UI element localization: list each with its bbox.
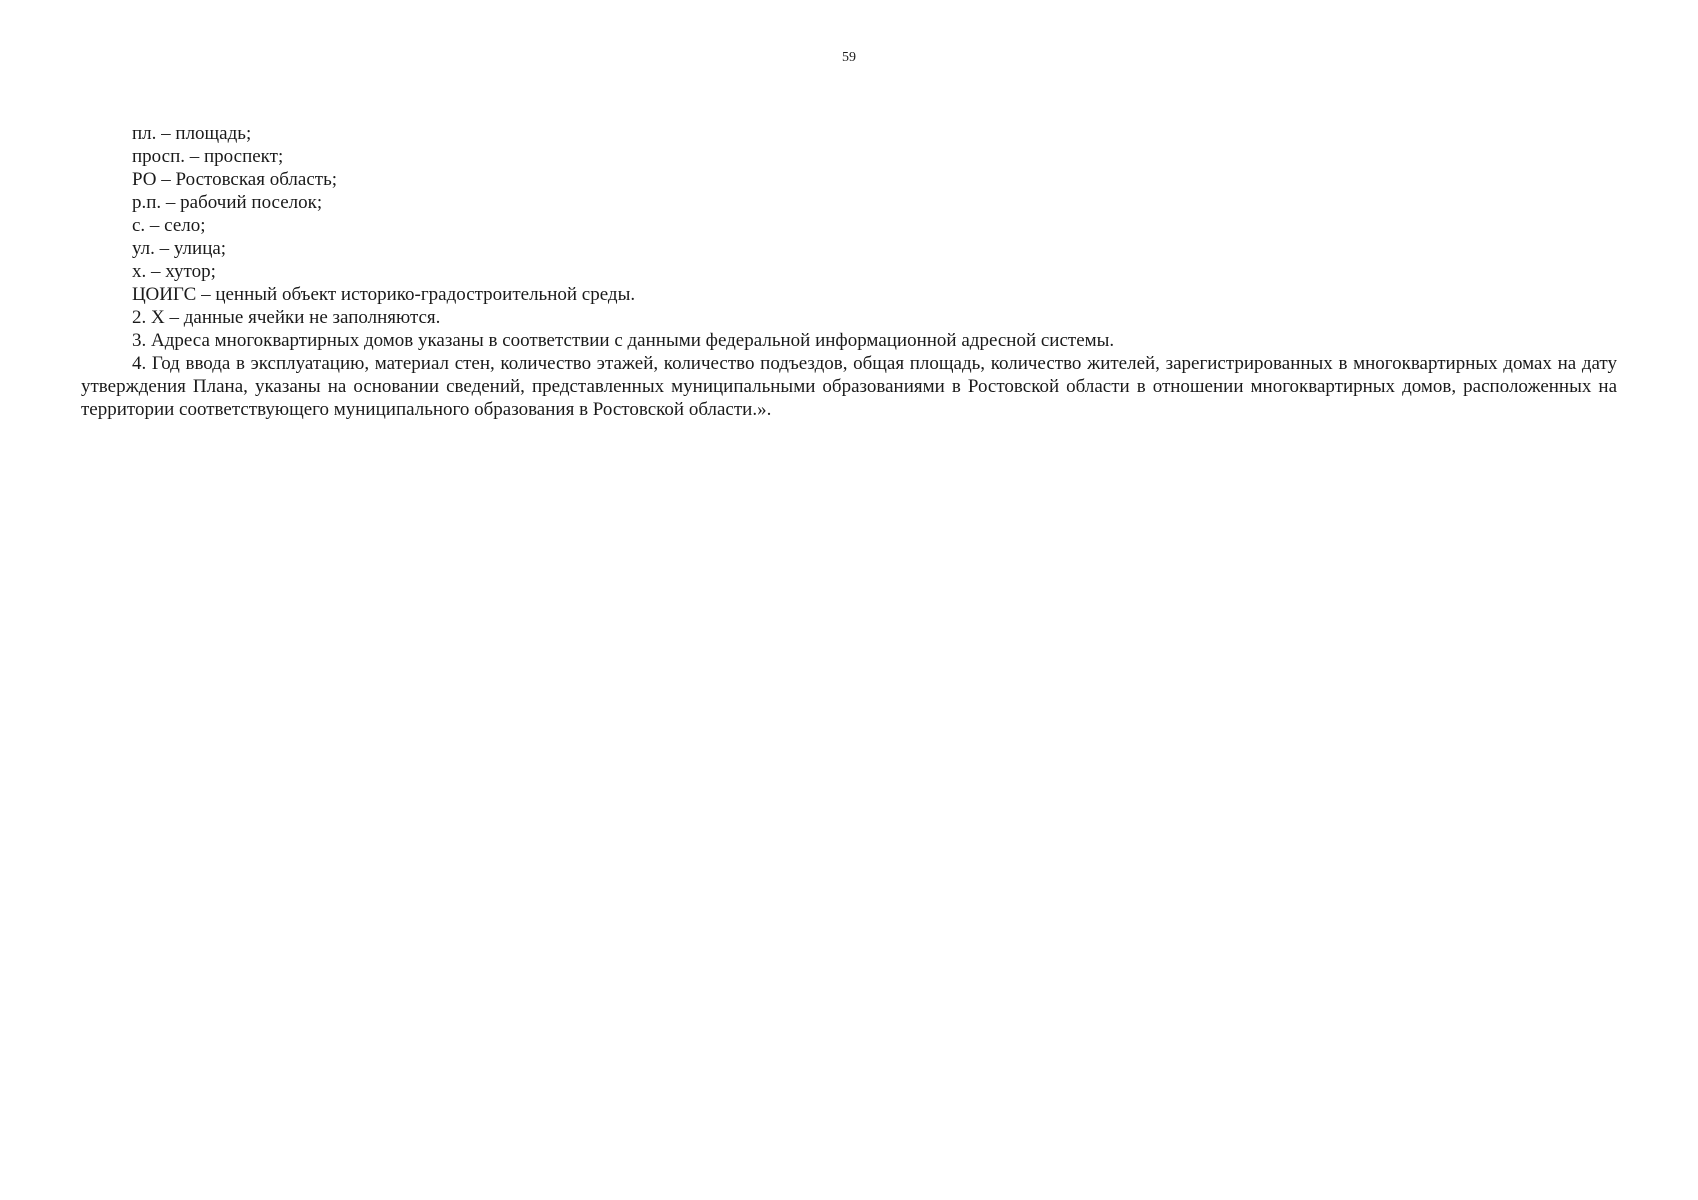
page-number: 59 [842,50,856,65]
abbreviation-item: ЦОИГС – ценный объект историко-градостроительной среды. [132,284,636,305]
note-paragraph: 4. Год ввода в эксплуатацию, материал стен, количество этажей, количество подъездов, общая площадь, количество жителей, зарегистрированных в многоквартирных домах на дату утверждения Плана, указаны на основании сведений, представленных муниципальными образованиями в Ростовской области в отношении многоквартирных домов, расположенных на территории соответствующего муниципального образования в Ростовской области.». [81,353,1617,420]
abbreviation-item: с. – село; [132,215,206,236]
note-paragraph: 3. Адреса многоквартирных домов указаны в соответствии с данными федеральной информационной адресной системы. [132,330,1115,351]
abbreviation-item: р.п. – рабочий поселок; [132,192,323,213]
abbreviation-item: пл. – площадь; [132,123,252,144]
abbreviation-item: РО – Ростовская область; [132,169,338,190]
document-body [81,122,1617,421]
note-paragraph: 2. Х – данные ячейки не заполняются. [132,307,441,328]
notes-list [81,306,1617,421]
abbreviation-item: ул. – улица; [132,238,227,259]
abbreviations-list [81,122,1617,306]
abbreviation-item: х. – хутор; [132,261,216,282]
abbreviation-item: просп. – проспект; [132,146,284,167]
